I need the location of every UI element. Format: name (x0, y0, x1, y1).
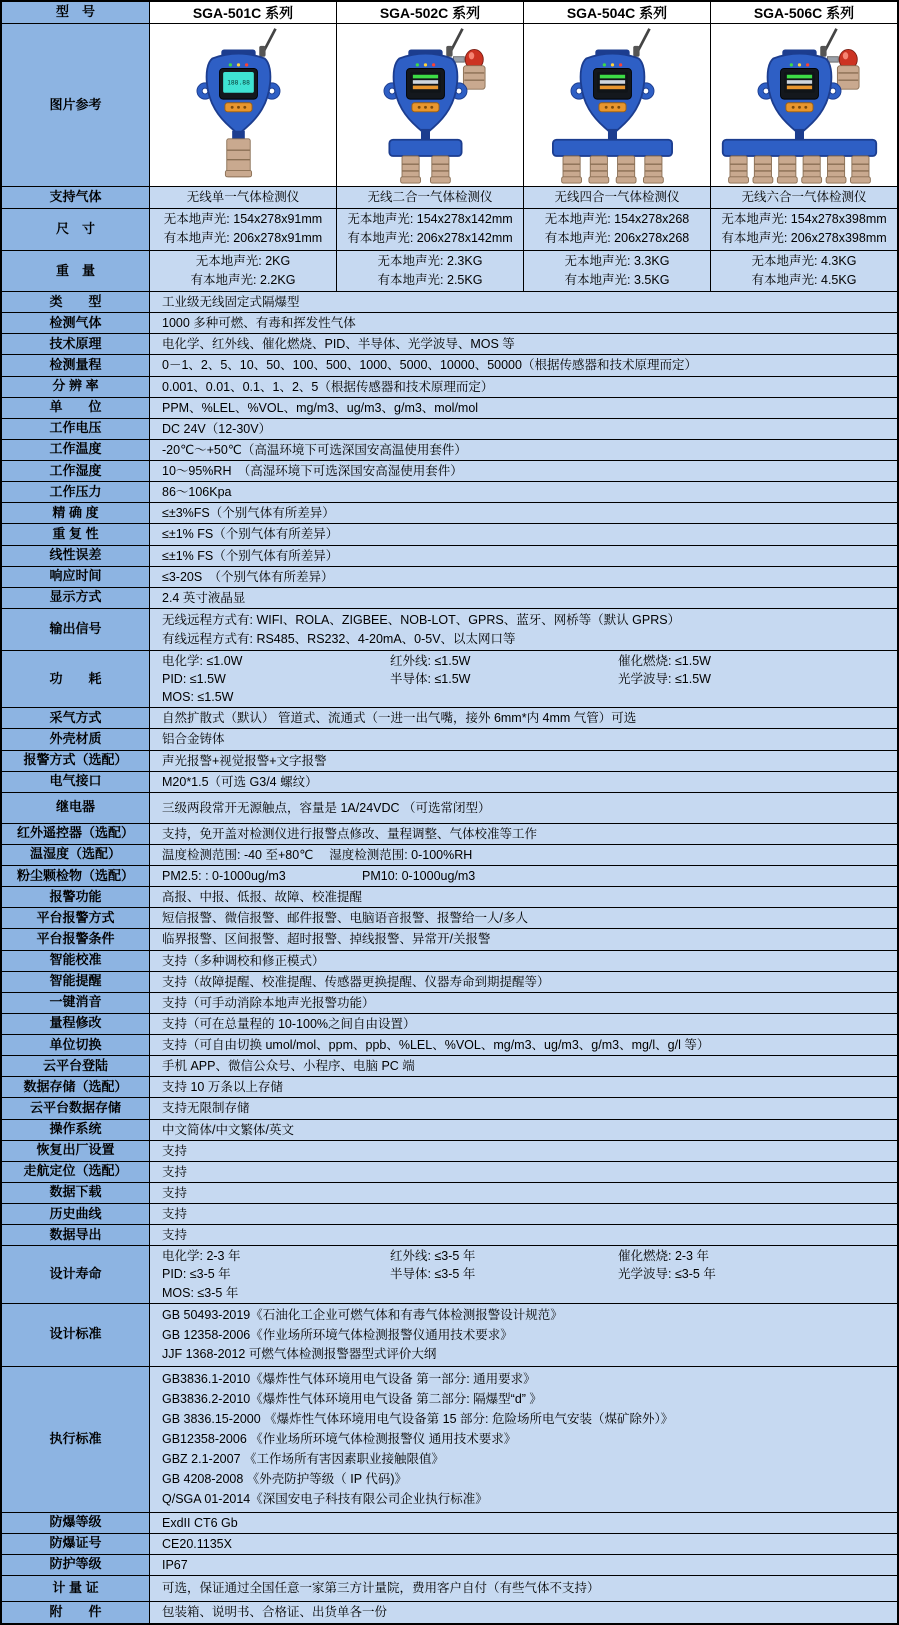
spec-row (2, 1602, 897, 1623)
spec-row (2, 729, 897, 750)
row-value (150, 440, 897, 460)
value-line: 自然扩散式（默认） 管道式、流通式（一进一出气嘴，接外 6mm*内 4mm 气管）可选 (162, 711, 637, 726)
row-label: 检测量程 (2, 355, 150, 375)
row-value (150, 1014, 897, 1034)
row-value (150, 729, 897, 749)
row-value (150, 398, 897, 418)
value-line: GB 50493-2019《石油化工企业可燃气体和有毒气体检测报警设计规范》 (162, 1308, 563, 1323)
value-line: GB 3836.15-2000 《爆炸性气体环境用电气设备第 15 部分: 危险场所电气安装（煤矿除外）》 (162, 1411, 674, 1426)
row-value (150, 1555, 897, 1575)
weight-row-label: 重 量 (2, 251, 150, 291)
model-header-label: 型 号 (2, 2, 150, 23)
spec-row (2, 1534, 897, 1555)
value-line: IP67 (162, 1557, 188, 1572)
value-line: 0－1、2、5、10、50、100、500、1000、5000、10000、50000（根据传感器和技术原理而定） (162, 358, 697, 373)
row-value (150, 1576, 897, 1601)
value-line: 无线四合一气体检测仪 (554, 189, 680, 204)
value-line: 支持（故障提醒、校准提醒、传感器更换提醒、仪器寿命到期提醒等） (162, 974, 550, 989)
value-segment: PID: ≤3-5 年 (162, 1267, 231, 1282)
row-value (150, 461, 897, 481)
row-label: 电气接口 (2, 772, 150, 792)
value-line: 工业级无线固定式隔爆型 (162, 295, 300, 309)
value-segment: 红外线: ≤1.5W (390, 653, 471, 668)
value-line: GBZ 2.1-2007 《工作场所有害因素职业接触限值》 (162, 1452, 444, 1467)
spec-row (2, 887, 897, 908)
row-value (150, 908, 897, 928)
spec-row (2, 751, 897, 772)
gas-detector-illustration (714, 26, 894, 184)
row-label: 重 复 性 (2, 524, 150, 544)
row-value (150, 1077, 897, 1097)
size-value (711, 209, 897, 250)
value-line: 无本地声光: 2KG (195, 254, 291, 268)
row-label: 数据下载 (2, 1183, 150, 1203)
weight-value (337, 251, 524, 291)
row-label: 输出信号 (2, 609, 150, 650)
spec-row (2, 334, 897, 355)
spec-row (2, 588, 897, 609)
spec-row (2, 1204, 897, 1225)
row-label: 工作湿度 (2, 461, 150, 481)
value-line (162, 867, 897, 885)
spec-row (2, 1304, 897, 1367)
product-image-sga-504c (524, 24, 711, 186)
row-value (150, 1056, 897, 1076)
row-label: 红外遥控器（选配） (2, 824, 150, 844)
value-line: 无本地声光: 3.3KG (564, 254, 670, 268)
spec-row (2, 440, 897, 461)
row-label: 一键消音 (2, 993, 150, 1013)
spec-row (2, 1183, 897, 1204)
product-image-sga-502c (337, 24, 524, 186)
value-line: 有本地声光: 206x278x142mm (347, 231, 513, 246)
value-line: ≤±3%FS（个别气体有所差异） (162, 506, 335, 521)
spec-row (2, 1056, 897, 1077)
value-line: 无线远程方式有: WIFI、ROLA、ZIGBEE、NOB-LOT、GPRS、蓝牙、网桥等（默认 GPRS） (162, 612, 681, 627)
image-row-label: 图片参考 (2, 24, 150, 186)
row-value (150, 793, 897, 823)
value-line: CE20.1135X (162, 1536, 232, 1551)
value-line: 可选，保证通过全国任意一家第三方计量院，费用客户自付（有些气体不支持） (162, 1581, 600, 1596)
row-value (150, 355, 897, 375)
value-line: 无本地声光: 4.3KG (751, 254, 857, 268)
gas-detector-illustration (340, 26, 520, 184)
supported-gas-value (150, 187, 337, 208)
product-image-sga-501c (150, 24, 337, 186)
value-line: 电化学、红外线、催化燃烧、PID、半导体、光学波导、MOS 等 (162, 337, 515, 352)
size-value (337, 209, 524, 250)
value-segment: 光学波导: ≤3-5 年 (618, 1267, 716, 1282)
row-value (150, 1225, 897, 1245)
spec-row (2, 503, 897, 524)
spec-row (2, 1141, 897, 1162)
spec-row (2, 929, 897, 950)
value-line: 有本地声光: 206x278x91mm (163, 231, 323, 246)
spec-row (2, 313, 897, 334)
value-line: 有本地声光: 2.2KG (190, 272, 296, 287)
row-value (150, 546, 897, 566)
row-label: 粉尘颗检物（选配） (2, 866, 150, 886)
row-label: 技术原理 (2, 334, 150, 354)
value-line: 支持 (162, 1185, 188, 1200)
value-line: 支持（多种调校和修正模式） (162, 953, 325, 968)
row-label: 平台报警方式 (2, 908, 150, 928)
row-label: 历史曲线 (2, 1204, 150, 1224)
value-segment: MOS: ≤3-5 年 (162, 1285, 239, 1300)
spec-row (2, 398, 897, 419)
spec-row (2, 866, 897, 887)
value-line: 支持 (162, 1207, 188, 1221)
row-value (150, 651, 897, 707)
row-value (150, 845, 897, 865)
supported-gas-row (2, 187, 897, 209)
value-line: 支持（可自由切换 umol/mol、ppm、ppb、%LEL、%VOL、mg/m3、ug/m3、g/m3、mg/l、g/l 等） (162, 1038, 710, 1052)
spec-row (2, 845, 897, 866)
row-value (150, 1246, 897, 1302)
value-line: 无本地声光: 154x278x398mm (721, 212, 887, 227)
row-label: 响应时间 (2, 567, 150, 587)
row-value (150, 1183, 897, 1203)
spec-row (2, 419, 897, 440)
value-line: 有本地声光: 4.5KG (751, 272, 857, 287)
row-label: 附 件 (2, 1602, 150, 1623)
spec-row (2, 972, 897, 993)
value-line: ExdII CT6 Gb (162, 1515, 238, 1530)
value-line (162, 1247, 897, 1265)
value-line: ≤±1% FS（个别气体有所差异） (162, 527, 339, 542)
row-label: 线性误差 (2, 546, 150, 566)
row-label: 防爆等级 (2, 1513, 150, 1533)
size-value (150, 209, 337, 250)
spec-row (2, 1077, 897, 1098)
row-label: 类 型 (2, 292, 150, 312)
value-line: 有本地声光: 2.5KG (377, 272, 483, 287)
value-segment: 光学波导: ≤1.5W (618, 672, 711, 686)
spec-row (2, 355, 897, 376)
row-label: 检测气体 (2, 313, 150, 333)
row-label: 继电器 (2, 793, 150, 823)
value-line: GB 12358-2006《作业场所环境气体检测报警仪通用技术要求》 (162, 1327, 513, 1342)
row-label: 操作系统 (2, 1120, 150, 1140)
value-line: 有线远程方式有: RS485、RS232、4-20mA、0-5V、以太网口等 (162, 631, 516, 646)
value-line: 高报、中报、低报、故障、校准提醒 (162, 890, 363, 905)
value-line: 有本地声光: 206x278x398mm (721, 231, 887, 246)
value-line: JJF 1368-2012 可燃气体检测报警器型式评价大纲 (162, 1347, 437, 1362)
supported-gas-value (337, 187, 524, 208)
value-segment: 半导体: ≤1.5W (390, 672, 471, 686)
row-value (150, 866, 897, 886)
value-line: 有本地声光: 3.5KG (564, 272, 670, 287)
value-segment: 半导体: ≤3-5 年 (390, 1267, 476, 1282)
spec-row (2, 1367, 897, 1513)
value-line: GB3836.1-2010《爆炸性气体环境用电气设备 第一部分: 通用要求》 (162, 1371, 536, 1386)
spec-row (2, 292, 897, 313)
spec-row (2, 1576, 897, 1602)
row-label: 执行标准 (2, 1367, 150, 1512)
row-label: 恢复出厂设置 (2, 1141, 150, 1161)
value-line: Q/SGA 01-2014《深国安电子科技有限公司企业执行标准》 (162, 1492, 488, 1507)
value-line: GB 4208-2008 《外壳防护等级（ IP 代码)》 (162, 1472, 407, 1487)
row-value (150, 1204, 897, 1224)
spec-row (2, 609, 897, 651)
value-line (162, 670, 897, 706)
product-image-sga-506c (711, 24, 897, 186)
value-line: 无本地声光: 154x278x268 (544, 212, 690, 227)
value-line: M20*1.5（可选 G3/4 螺纹） (162, 774, 318, 789)
row-label: 数据存储（选配） (2, 1077, 150, 1097)
value-line (162, 652, 897, 670)
spec-row (2, 708, 897, 729)
gas-detector-illustration (153, 26, 333, 184)
value-line: 支持 (162, 1143, 188, 1158)
value-line: 86～106Kpa (162, 485, 232, 500)
spec-row (2, 1035, 897, 1056)
row-label: 工作压力 (2, 482, 150, 502)
row-value (150, 334, 897, 354)
row-label: 精 确 度 (2, 503, 150, 523)
weight-value (150, 251, 337, 291)
weight-value (711, 251, 897, 291)
spec-row (2, 482, 897, 503)
row-label: 工作电压 (2, 419, 150, 439)
value-line: GB12358-2006 《作业场所环境气体检测报警仪 通用技术要求》 (162, 1432, 517, 1447)
row-value (150, 609, 897, 650)
value-line: 中文简体/中文繁体/英文 (162, 1122, 294, 1137)
spec-row (2, 461, 897, 482)
model-header-sga-504c: SGA-504C 系列 (524, 2, 711, 23)
row-value (150, 503, 897, 523)
value-line: 2.4 英寸液晶显 (162, 590, 246, 605)
value-line: 无线单一气体检测仪 (186, 189, 300, 204)
spec-row (2, 993, 897, 1014)
size-row (2, 209, 897, 251)
spec-row (2, 1014, 897, 1035)
spec-row (2, 772, 897, 793)
row-label: 分 辨 率 (2, 377, 150, 397)
value-segment: MOS: ≤1.5W (162, 690, 234, 705)
spec-row (2, 1246, 897, 1303)
value-line: 无本地声光: 154x278x142mm (347, 212, 513, 227)
weight-value (524, 251, 711, 291)
spec-row (2, 908, 897, 929)
row-label: 设计寿命 (2, 1246, 150, 1302)
row-value (150, 1304, 897, 1366)
row-value (150, 708, 897, 728)
value-line: 支持无限制存储 (162, 1101, 250, 1116)
row-value (150, 1120, 897, 1140)
row-value (150, 588, 897, 608)
size-row-label: 尺 寸 (2, 209, 150, 250)
value-segment: PM2.5: : 0-1000ug/m3 (162, 869, 286, 883)
value-line: 短信报警、微信报警、邮件报警、电脑语音报警、报警给一人/多人 (162, 911, 528, 926)
row-value (150, 1534, 897, 1554)
value-line: ≤3-20S （个别气体有所差异） (162, 569, 334, 584)
spec-row (2, 951, 897, 972)
spec-row (2, 1098, 897, 1119)
row-value (150, 482, 897, 502)
spec-row (2, 377, 897, 398)
value-line: 温度检测范围: -40 至+80℃ 湿度检测范围: 0-100%RH (162, 847, 473, 862)
row-label: 防护等级 (2, 1555, 150, 1575)
value-line: 支持 10 万条以上存储 (162, 1080, 283, 1095)
size-value (524, 209, 711, 250)
value-segment: 电化学: ≤1.0W (162, 653, 243, 668)
value-line: 声光报警+视觉报警+文字报警 (162, 753, 327, 768)
value-segment: 催化燃烧: ≤1.5W (618, 653, 711, 668)
row-value (150, 1098, 897, 1118)
spec-row (2, 1162, 897, 1183)
supported-gas-label: 支持气体 (2, 187, 150, 208)
svg-text:188.88: 188.88 (227, 79, 250, 87)
spec-row (2, 524, 897, 545)
value-line: 铝合金铸体 (162, 732, 225, 747)
row-value (150, 419, 897, 439)
value-line (162, 1265, 897, 1301)
spec-row (2, 1120, 897, 1141)
value-line: 支持（可在总量程的 10-100%之间自由设置） (162, 1016, 416, 1031)
row-label: 功 耗 (2, 651, 150, 707)
value-line: ≤±1% FS（个别气体有所差异） (162, 548, 339, 563)
row-label: 外壳材质 (2, 729, 150, 749)
row-label: 显示方式 (2, 588, 150, 608)
value-segment: 电化学: 2-3 年 (162, 1249, 241, 1264)
spec-row (2, 567, 897, 588)
row-label: 单位切换 (2, 1035, 150, 1055)
row-value (150, 824, 897, 844)
row-value (150, 567, 897, 587)
product-image-row (2, 24, 897, 187)
value-segment: 催化燃烧: 2-3 年 (618, 1249, 709, 1264)
row-label: 报警方式（选配） (2, 751, 150, 771)
spec-row (2, 1513, 897, 1534)
row-value (150, 951, 897, 971)
row-value (150, 1602, 897, 1623)
value-line: 无线六合一气体检测仪 (741, 189, 867, 204)
weight-row (2, 251, 897, 292)
row-value (150, 751, 897, 771)
row-label: 报警功能 (2, 887, 150, 907)
spec-row (2, 1555, 897, 1576)
spec-row (2, 651, 897, 708)
value-line: 临界报警、区间报警、超时报警、掉线报警、异常开/关报警 (162, 932, 491, 947)
row-label: 计 量 证 (2, 1576, 150, 1601)
row-value (150, 993, 897, 1013)
value-line: 三级两段常开无源触点，容量是 1A/24VDC （可选常闭型） (162, 800, 491, 815)
value-line: 无本地声光: 154x278x91mm (163, 212, 323, 227)
row-value (150, 929, 897, 949)
row-value (150, 1141, 897, 1161)
row-label: 数据导出 (2, 1225, 150, 1245)
value-line: DC 24V（12-30V） (162, 421, 272, 436)
value-line: -20℃～+50℃（高温环境下可选深国安高温使用套件） (162, 442, 467, 457)
value-line: GB3836.2-2010《爆炸性气体环境用电气设备 第二部分: 隔爆型“d” 》 (162, 1391, 542, 1406)
row-value (150, 1162, 897, 1182)
row-label: 温湿度（选配） (2, 845, 150, 865)
value-line: 手机 APP、微信公众号、小程序、电脑 PC 端 (162, 1059, 415, 1074)
value-line: 支持（可手动消除本地声光报警功能） (162, 995, 375, 1010)
model-header-row (2, 2, 897, 24)
row-label: 走航定位（选配） (2, 1162, 150, 1182)
value-line: 包装箱、说明书、合格证、出货单各一份 (162, 1605, 388, 1620)
row-label: 智能校准 (2, 951, 150, 971)
value-line: 10～95%RH （高湿环境下可选深国安高湿使用套件） (162, 464, 463, 478)
row-value (150, 772, 897, 792)
row-label: 设计标准 (2, 1304, 150, 1366)
row-label: 量程修改 (2, 1014, 150, 1034)
value-line: 支持，免开盖对检测仪进行报警点修改、量程调整、气体校准等工作 (162, 826, 538, 841)
value-segment: 红外线: ≤3-5 年 (390, 1249, 476, 1264)
value-line: PPM、%LEL、%VOL、mg/m3、ug/m3、g/m3、mol/mol (162, 400, 479, 415)
value-line: 有本地声光: 206x278x268 (544, 231, 690, 246)
value-line: 0.001、0.01、0.1、1、2、5（根据传感器和技术原理而定） (162, 379, 494, 394)
row-value (150, 1367, 897, 1512)
row-value (150, 1035, 897, 1055)
spec-row (2, 793, 897, 824)
row-value (150, 377, 897, 397)
row-label: 云平台登陆 (2, 1056, 150, 1076)
row-label: 单 位 (2, 398, 150, 418)
row-label: 防爆证号 (2, 1534, 150, 1554)
spec-row (2, 1225, 897, 1246)
row-value (150, 524, 897, 544)
row-label: 平台报警条件 (2, 929, 150, 949)
spec-row (2, 824, 897, 845)
value-line: 支持 (162, 1228, 188, 1243)
gas-detector-illustration (527, 26, 707, 184)
row-value (150, 313, 897, 333)
row-value (150, 292, 897, 312)
value-line: 1000 多种可燃、有毒和挥发性气体 (162, 316, 356, 331)
spec-row (2, 546, 897, 567)
row-value (150, 1513, 897, 1533)
value-segment: PID: ≤1.5W (162, 672, 226, 686)
spec-rows (2, 292, 897, 1623)
row-label: 云平台数据存储 (2, 1098, 150, 1118)
value-line: 无本地声光: 2.3KG (377, 254, 483, 268)
row-label: 智能提醒 (2, 972, 150, 992)
value-line: 支持 (162, 1164, 188, 1179)
value-line: 无线二合一气体检测仪 (367, 189, 493, 204)
row-label: 采气方式 (2, 708, 150, 728)
supported-gas-value (524, 187, 711, 208)
supported-gas-value (711, 187, 897, 208)
row-value (150, 972, 897, 992)
model-header-sga-506c: SGA-506C 系列 (711, 2, 897, 23)
value-segment: PM10: 0-1000ug/m3 (362, 869, 476, 883)
model-header-sga-502c: SGA-502C 系列 (337, 2, 524, 23)
row-value (150, 887, 897, 907)
row-label: 工作温度 (2, 440, 150, 460)
model-header-sga-501c: SGA-501C 系列 (150, 2, 337, 23)
